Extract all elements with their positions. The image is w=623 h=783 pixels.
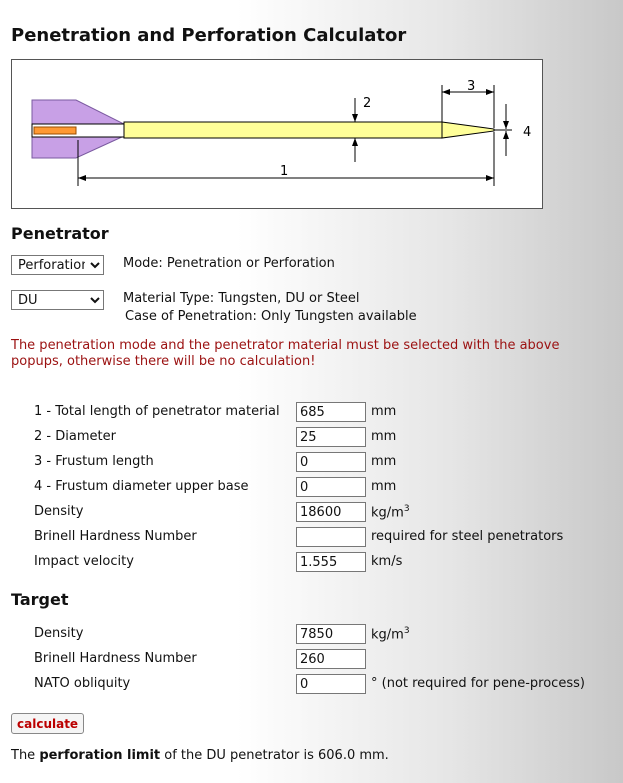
field-label-diameter: 2 - Diameter [34,429,116,444]
nato-obliquity-unit: ° (not required for pene-process) [371,676,585,691]
diameter-unit: mm [371,429,397,444]
diameter-input[interactable] [296,427,366,447]
penetrator-density-unit [371,504,410,520]
penetrator-diagram [11,59,543,209]
penetrator-density-unit-base: kg/m [371,505,404,521]
material-description: Material Type: Tungsten, DU or Steel [123,291,360,306]
rod-body [124,122,442,138]
mode-description: Mode: Penetration or Perforation [123,256,335,271]
target-heading: Target [11,590,69,609]
nato-obliquity-input[interactable] [296,674,366,694]
target-hardness-input[interactable] [296,649,366,669]
frustum-length-unit: mm [371,454,397,469]
result-suffix: of the DU penetrator is 606.0 mm. [160,748,389,763]
calculate-button[interactable]: calculate [11,713,84,734]
frustum-diameter-unit: mm [371,479,397,494]
result-text [11,748,389,763]
penetrator-hardness-note: required for steel penetrators [371,529,564,544]
impact-velocity-unit: km/s [371,554,403,569]
penetrator-density-input[interactable] [296,502,366,522]
dim1-arrow-right [486,175,494,181]
dim3-arrow-left [442,89,450,95]
core-insert [34,127,76,134]
dim4-label: 4 [523,125,532,140]
field-label-penetrator-density: Density [34,504,84,519]
impact-velocity-input[interactable] [296,552,366,572]
penetrator-heading: Penetrator [11,224,109,243]
result-emphasis: perforation limit [39,748,161,763]
target-density-unit [371,626,410,642]
material-note: Case of Penetration: Only Tungsten available [125,309,417,324]
result-prefix: The [11,748,40,763]
dim2-label: 2 [363,96,372,111]
dim1-arrow-left [78,175,86,181]
length-unit: mm [371,404,397,419]
field-label-impact-velocity: Impact velocity [34,554,134,569]
dim2-arrow-bottom [352,138,358,146]
target-density-unit-base: kg/m [371,627,404,643]
dim4-arrow-bottom [503,131,509,139]
frustum-diameter-input[interactable] [296,477,366,497]
page-title: Penetration and Perforation Calculator [11,25,407,46]
field-label-frustum-length: 3 - Frustum length [34,454,154,469]
target-density-unit-exponent: 3 [403,626,410,636]
field-label-penetrator-hardness: Brinell Hardness Number [34,529,197,544]
material-select[interactable] [11,290,104,310]
frustum-tip [442,122,494,138]
field-label-length: 1 - Total length of penetrator material [34,404,280,419]
penetrator-density-unit-exponent: 3 [403,504,410,514]
penetrator-diagram-svg [12,60,542,208]
field-label-target-hardness: Brinell Hardness Number [34,651,197,666]
field-label-nato-obliquity: NATO obliquity [34,676,131,691]
penetrator-hardness-input[interactable] [296,527,366,547]
selection-warning: The penetration mode and the penetrator material must be selected with the above popups, otherwise there will be no calculation! [11,338,560,369]
dim3-arrow-right [486,89,494,95]
field-label-target-density: Density [34,626,84,641]
dim1-label: 1 [280,164,289,179]
dim3-label: 3 [467,79,476,94]
dim4-arrow-top [503,121,509,129]
field-label-frustum-diameter: 4 - Frustum diameter upper base [34,479,249,494]
mode-select[interactable] [11,255,104,275]
target-density-input[interactable] [296,624,366,644]
length-input[interactable] [296,402,366,422]
frustum-length-input[interactable] [296,452,366,472]
dim2-arrow-top [352,114,358,122]
